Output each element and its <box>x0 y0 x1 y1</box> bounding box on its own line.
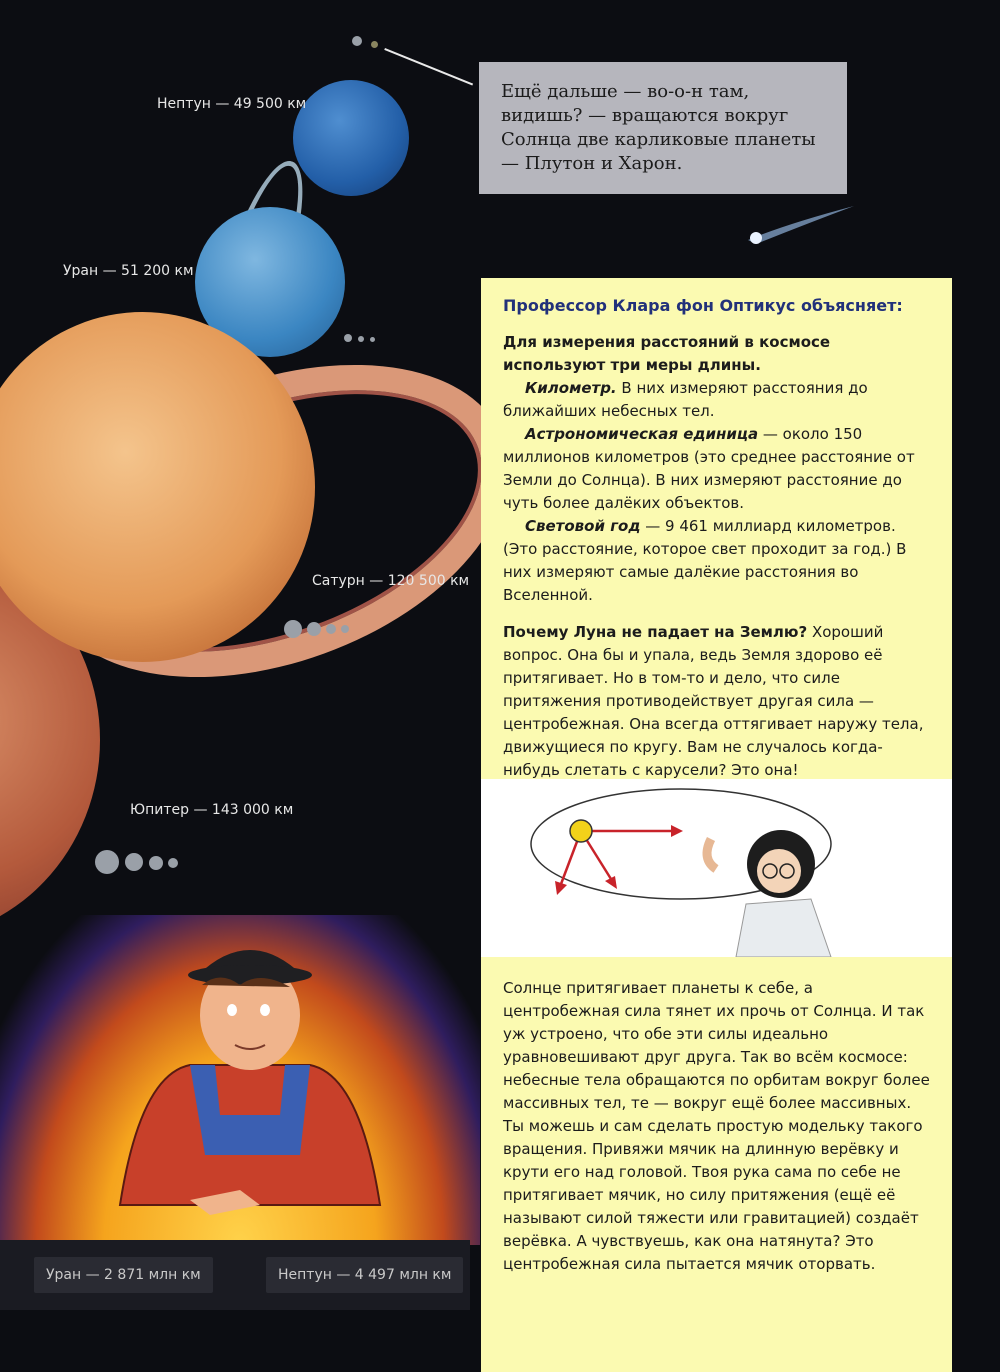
jupiter-moon <box>168 858 178 868</box>
callout-pointer <box>384 48 473 85</box>
kilometer-definition <box>503 377 934 423</box>
neptune-label: Нептун — 49 500 км <box>157 96 307 112</box>
kilometer-term: Километр. <box>525 379 617 397</box>
au-text: — около 150 миллионов километров (это среднее расстояние от Земли до Солнца). В них измеряют расстояние до чуть более далёких объектов. <box>503 425 915 512</box>
kilometer-text: В них измеряют расстояния до ближайших небесных тел. <box>503 379 868 420</box>
light-year-definition <box>503 515 934 607</box>
moon-question-paragraph <box>503 621 934 782</box>
comet-icon <box>746 204 856 244</box>
saturn-moon <box>341 625 349 633</box>
boy-illustration <box>110 905 390 1245</box>
light-year-text: — 9 461 миллиард километров. (Это расстояние, которое свет проходит за год.) В них измеряют самые далёкие расстояния во Вселенной. <box>503 517 907 604</box>
au-term: Астрономическая единица <box>525 425 759 443</box>
saturn-moon <box>284 620 302 638</box>
neptune-distance-label: Нептун — 4 497 млн км <box>266 1257 463 1293</box>
uranus-distance-label: Уран — 2 871 млн км <box>34 1257 213 1293</box>
pluto-dwarf-planet <box>352 36 362 46</box>
jupiter-moon <box>95 850 119 874</box>
uranus-moon <box>344 334 352 342</box>
dwarf-planets-callout: Ещё дальше — во-о-н там, видишь? — вращаются вокруг Солнца две карликовые планеты — Плутон и Харон. <box>479 62 847 194</box>
gravity-text: Солнце притягивает планеты к себе, а центробежная сила тянет их прочь от Солнца. И так уж устроено, что обе эти силы идеально уравновешивают друг друга. Так во всём космосе: небесные тела обращаются по орбитам вокруг более массивных тел, те — вокруг ещё более массивных. Ты можешь и сам сделать простую модельку такого вращения. Привяжи мячик на длинную верёвку и крути его над головой. Твоя рука сама по себе не притягивает мячик, но силу притяжения (ещё её называют силой тяжести или гравитацией) создаёт верёвка. А чувствуешь, как она натянута? Это центробежная сила пытается мячик оторвать. <box>503 979 930 1273</box>
professor-title: Профессор Клара фон Оптикус объясняет: <box>503 296 903 315</box>
uranus-label: Уран — 51 200 км <box>63 263 194 279</box>
jupiter-moon <box>149 856 163 870</box>
professor-illustration <box>481 779 952 957</box>
saturn-label: Сатурн — 120 500 км <box>312 573 470 589</box>
orbit-diagram <box>481 779 952 957</box>
uranus-moon <box>358 336 364 342</box>
saturn-moon <box>307 622 321 636</box>
charon-dwarf-planet <box>371 41 378 48</box>
saturn-moon <box>326 624 336 634</box>
jupiter-moon <box>125 853 143 871</box>
au-definition <box>503 423 934 515</box>
gravity-explanation-panel <box>481 957 952 1372</box>
moon-question: Почему Луна не падает на Землю? <box>503 623 808 641</box>
neptune-planet <box>293 80 409 196</box>
uranus-moon <box>370 337 375 342</box>
jupiter-label: Юпитер — 143 000 км <box>130 802 294 818</box>
moon-answer: Хороший вопрос. Она бы и упала, ведь Земля здорово её притягивает. Но в том-то и дело, что силе притяжения противодействует другая сила — центробежная. Она всегда оттягивает наружу тела, движущиеся по кругу. Вам не случалось когда-нибудь слетать с карусели? Это она! <box>503 623 924 779</box>
measures-intro: Для измерения расстояний в космосе используют три меры длины. <box>503 333 831 374</box>
professor-explanation-panel <box>481 278 952 779</box>
light-year-term: Световой год <box>525 517 641 535</box>
